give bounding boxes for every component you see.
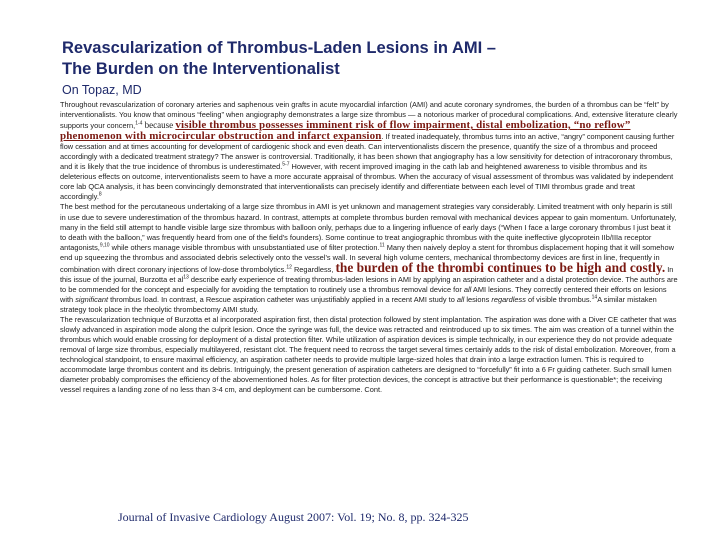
citation-superscript: 13 bbox=[183, 274, 189, 281]
text-span: because bbox=[142, 120, 176, 131]
emphasis-thrombus-risk: visible thrombus possesses imminent risk of flow impairment, distal embolization, “no reflow” phenomenon with microcircular obstruction and infarct expansion bbox=[60, 119, 631, 143]
journal-citation: Journal of Invasive Cardiology August 2007: Vol. 19; No. 8, pp. 324-325 bbox=[118, 510, 469, 524]
author-byline: On Topaz, MD bbox=[62, 83, 142, 97]
title-line-2: The Burden on the Interventionalist bbox=[62, 60, 340, 78]
citation-superscript: 5-7 bbox=[282, 161, 290, 168]
citation-superscript: 12 bbox=[286, 264, 292, 271]
text-span: describe early experience of treating thrombus-laden lesions in AMI by applying an aspiration catheter and a distal protection device. The authors are to be commended for the concept and especially for avoiding the temptation to routinely use a thrombus removal device for bbox=[60, 274, 678, 294]
citation-superscript: 1-4 bbox=[135, 120, 143, 127]
paragraph-2 bbox=[60, 202, 678, 315]
citation-superscript: 8 bbox=[98, 191, 102, 198]
emphasis-burden-costly: the burden of the thrombi continues to be high and costly. bbox=[335, 259, 666, 275]
article-body bbox=[60, 100, 678, 395]
paragraph-3: The revascularization technique of Burzotta et al incorporated aspiration first, then distal protection followed by stent implantation. The aspiration was done with a Diver CE catheter that was slowly advanced in aspiration mode along the culprit lesion. Once the syringe was full, the device was retracted and reintroduced up to six times. The aim was creation of a tunnel within the thrombus which would enable crossing for deployment of a distal protection filter. While utilization of aspiration devices is simple technically, in our experience they do not provide adequate removal of large size thrombus, especially multilayered, resistant clot. The frequent need to recross the target several times certainly adds to the risk of distal embolization. Moreover, from a technological standpoint, to ensure maximal efficiency, an aspiration catheter needs to provide multiple large-sized holes that drain into a large extraction lumen. This is required to accommodate large thrombus content and its debris. Intriguingly, the present generation of aspiration catheters are designed to “forcefully” fit into a 6 Fr guiding catheter. Such small lumen diameter probably compromises the efficiency of the abovementioned holes. As for filter protection devices, the concept is attractive but their performance is questionable*; the receiving vessel requires a landing zone of no less than 3-4 cm, and deployment can be cumbersome. Cont. bbox=[60, 314, 677, 395]
citation-superscript: 9,10 bbox=[99, 242, 110, 249]
italic-span: all bbox=[456, 294, 465, 304]
text-span: while others manage visible thrombus with unsubstantiated use of filter protection. bbox=[109, 242, 380, 252]
text-span: lesions bbox=[464, 294, 492, 304]
text-span: AMI lesions. They correctly centered their efforts on lesions with bbox=[60, 284, 667, 304]
text-span: The best method for the percutaneous undertaking of a large size thrombus in AMI is yet unknown and management strategies vary considerably. Limited treatment with only heparin is still in use due to severe underestimation of the thrombus hazard. In contrast, attempts at complete thrombus burden removal with mechanical devices appear to gain momentum. Unfortunately, many in the field still attempt to handle visible large size thrombus with balloon only, perhaps due to a lingering influence of early days (“When I face a large coronary thrombus I just beat it to death with the balloon,” was frequently heard from one of the field’s founders). Some continue to treat angiographic thrombus with the quite ineffective glycoprotein IIb/IIIa receptor antagonists, bbox=[60, 202, 677, 252]
text-span: Regardless, bbox=[291, 264, 336, 274]
text-span: A similar mistaken strategy took place in the rheolytic thrombectomy AIMI study. bbox=[60, 294, 657, 314]
citation-superscript: 14 bbox=[591, 294, 598, 301]
citation-superscript: 11 bbox=[379, 242, 385, 249]
italic-span: all bbox=[463, 284, 472, 294]
title-line-1: Revascularization of Thrombus-Laden Lesions in AMI – bbox=[62, 39, 496, 57]
italic-span: significant bbox=[75, 294, 109, 304]
text-span: thrombus load. In contrast, a Rescue aspiration catheter was unjustifiably applied in a recent AMI study to bbox=[108, 294, 457, 304]
document-title bbox=[62, 38, 702, 80]
text-span: However, with recent improved imaging in the cath lab and heightened awareness to visible thrombus and its deleterious effects on outcome, interventionalists seem to have a more accurate appraisal of thrombus. When the accuracy of visual assessment of thrombus was validated by independent core lab QCA analysis, it has been convincingly demonstrated that interventionalists can precisely identify and differentiate between each level of TIMI thrombus grade and treat accordingly. bbox=[60, 162, 674, 202]
italic-span: regardless bbox=[491, 294, 526, 304]
text-span: Many then naively deploy a stent for thrombus displacement hoping that it will somehow end up squeezing the thrombus and associated debris selectively onto the vessel’s wall. In several high volume centers, mechanical thrombectomy devices are first in line, frequently in combination with direct coronary injections of low-dose thrombolytics. bbox=[60, 242, 674, 274]
text-span: of visible thrombus. bbox=[525, 294, 592, 304]
text-span: In this issue of the journal, Burzotta et al bbox=[60, 264, 674, 284]
paragraph-1 bbox=[60, 100, 678, 202]
text-span: Throughout revascularization of coronary arteries and saphenous vein grafts in acute myocardial infarction (AMI) and acute coronary syndromes, the burden of a thrombus can be “felt” by interventionalists. You know that ominous “feeling” when angiography demonstrates a large size thrombus — a notorious marker of procedural complications. And, extensive literature clearly supports your concern, bbox=[60, 100, 678, 131]
text-span: . If treated inadequately, thrombus turns into an active, “angry” component causing further flow cessation and at times accounting for development of cardiogenic shock and even death. Can interventionalists discern the presence, quantify the size of a thrombus and proceed accordingly with a dedicated treatment strategy? The answer is controversial. Traditionally, it has been shown that angiography has a low sensitivity for detection of intracoronary thrombus, and it is likely that the true incidence of thrombus is underestimated. bbox=[60, 132, 675, 172]
